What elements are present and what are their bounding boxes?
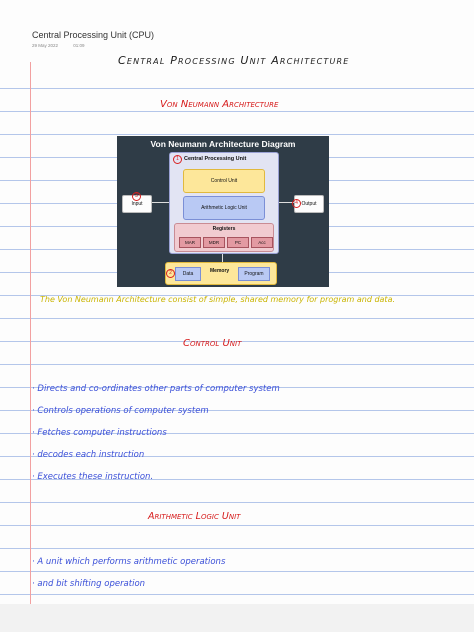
list-item: · decodes each instruction (32, 450, 145, 460)
cpu-box (169, 152, 279, 254)
page-bottom-shade (0, 604, 474, 632)
list-item: · A unit which performs arithmetic operations (32, 557, 226, 567)
alu-box: Arithmetic Logic Unit (183, 196, 265, 220)
output-label: Output (301, 201, 317, 207)
document-title: Central Processing Unit (CPU) (32, 30, 155, 40)
control-unit-box: Control Unit (183, 169, 265, 193)
list-item: · Executes these instruction. (32, 472, 154, 482)
main-heading: Central Processing Unit Architecture (118, 54, 350, 67)
diagram-title: Von Neumann Architecture Diagram (150, 139, 296, 149)
alu-heading: Arithmetic Logic Unit (148, 511, 241, 522)
input-label: Input (131, 201, 143, 207)
page-header (0, 0, 474, 62)
document-time: 01:09 (73, 43, 85, 48)
list-item: · Directs and co-ordinates other parts of computer system (32, 384, 280, 394)
register-mar: MAR (179, 237, 201, 248)
von-neumann-note: The Von Neumann Architecture consist of simple, shared memory for program and data. (40, 295, 396, 304)
von-neumann-diagram (117, 136, 329, 287)
control-unit-heading: Control Unit (183, 338, 242, 349)
von-neumann-heading: Von Neumann Architecture (160, 99, 279, 110)
list-item: · Controls operations of computer system (32, 406, 209, 416)
cpu-label: Central Processing Unit (184, 156, 247, 162)
memory-data: Data (175, 267, 201, 281)
marker-4-icon: 4 (292, 199, 301, 208)
marker-2-icon: 2 (166, 269, 175, 278)
memory-label: Memory (210, 268, 230, 274)
margin-line (30, 0, 31, 632)
memory-program: Program (238, 267, 270, 281)
marker-3-icon: 3 (132, 192, 141, 201)
register-mdr: MDR (203, 237, 225, 248)
input-box (122, 195, 152, 213)
marker-1-icon: 1 (173, 155, 182, 164)
memory-box (165, 262, 277, 285)
register-acc: Acc (251, 237, 273, 248)
input-arrow (151, 202, 169, 203)
memory-arrow (222, 253, 223, 262)
register-pc: PC (227, 237, 249, 248)
output-box (294, 195, 324, 213)
registers-box (174, 223, 274, 252)
document-date: 29 May 2022 (32, 43, 59, 48)
list-item: · Fetches computer instructions (32, 428, 167, 438)
registers-label: Registers (212, 226, 236, 232)
list-item: · and bit shifting operation (32, 579, 146, 589)
document-meta (32, 43, 99, 48)
